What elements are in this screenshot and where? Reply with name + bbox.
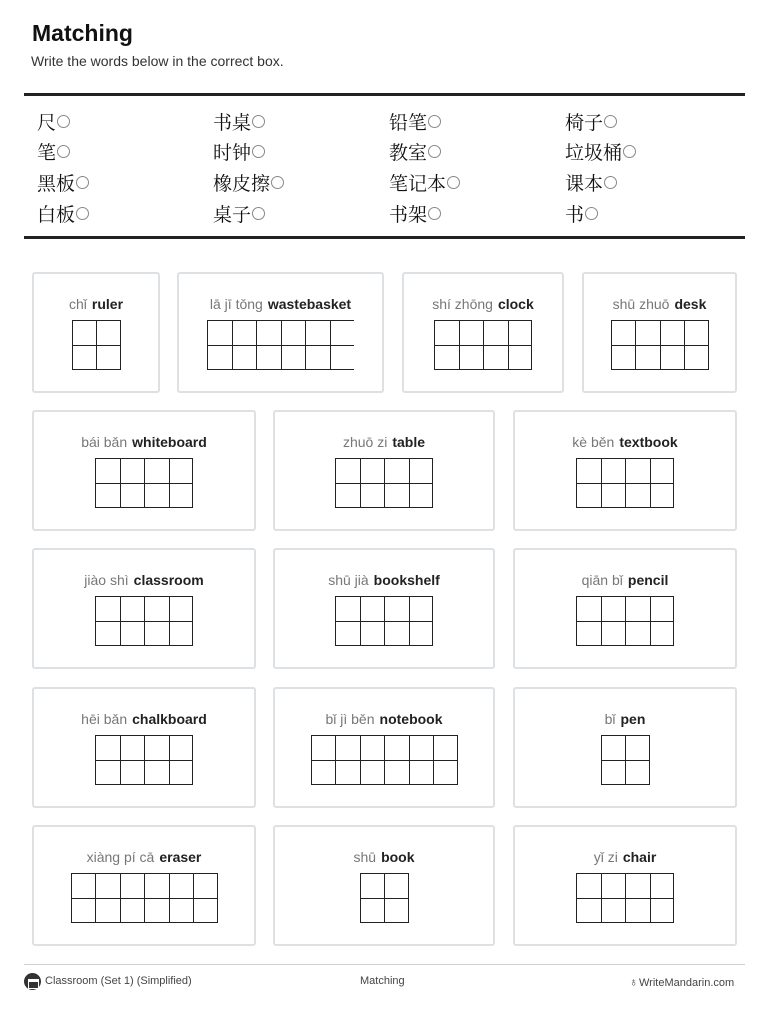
writing-cell[interactable] (305, 320, 330, 370)
word-bank-hanzi: 尺 (37, 111, 57, 134)
writing-cell[interactable] (625, 596, 650, 646)
writing-cell[interactable] (335, 596, 360, 646)
writing-cell[interactable] (625, 735, 650, 785)
writing-cell[interactable] (601, 873, 626, 923)
card-label (34, 849, 254, 865)
word-bank-hanzi: 书 (565, 203, 585, 226)
checkbox-circle[interactable] (271, 176, 284, 189)
card-label (34, 572, 254, 588)
writing-cell[interactable] (384, 873, 409, 923)
writing-cell[interactable] (625, 458, 650, 508)
vocab-card (402, 272, 564, 393)
card-label (34, 711, 254, 727)
writing-cell[interactable] (409, 735, 434, 785)
card-english: chalkboard (132, 711, 207, 727)
writing-cell[interactable] (409, 458, 434, 508)
writing-cell[interactable] (120, 458, 145, 508)
vocab-card (513, 825, 737, 946)
card-english: book (381, 849, 415, 865)
writing-grid[interactable] (434, 320, 532, 370)
checkbox-circle[interactable] (447, 176, 460, 189)
writing-cell[interactable] (434, 320, 459, 370)
word-bank-item (389, 199, 441, 227)
writing-grid[interactable] (360, 873, 409, 923)
writing-cell[interactable] (625, 873, 650, 923)
writing-cell[interactable] (144, 735, 169, 785)
checkbox-circle[interactable] (604, 115, 617, 128)
card-pinyin: kè běn (572, 434, 615, 450)
word-bank-hanzi: 书桌 (213, 111, 252, 134)
card-pinyin: zhuō zi (342, 434, 388, 450)
writing-grid[interactable] (576, 458, 674, 508)
word-bank-item (565, 168, 617, 196)
card-english: ruler (91, 296, 124, 312)
vocab-card (513, 687, 737, 808)
writing-grid[interactable] (576, 596, 674, 646)
writing-cell[interactable] (256, 320, 281, 370)
card-pinyin: hēi bǎn (81, 711, 128, 727)
word-bank-item (37, 107, 70, 135)
checkbox-circle[interactable] (57, 115, 70, 128)
footer-brand[interactable] (629, 975, 734, 989)
writing-cell[interactable] (169, 458, 194, 508)
card-english: wastebasket (267, 296, 352, 312)
checkbox-circle[interactable] (623, 145, 636, 158)
classroom-icon (24, 973, 41, 990)
card-pinyin: jiào shì (84, 572, 129, 588)
word-bank-hanzi: 教室 (389, 141, 428, 164)
card-label (515, 572, 735, 588)
writing-cell[interactable] (409, 596, 434, 646)
vocab-card (273, 687, 495, 808)
writing-cell[interactable] (96, 320, 121, 370)
writing-cell[interactable] (601, 458, 626, 508)
checkbox-circle[interactable] (252, 115, 265, 128)
checkbox-circle[interactable] (585, 207, 598, 220)
writing-cell[interactable] (169, 873, 194, 923)
writing-cell[interactable] (95, 596, 120, 646)
page-title: Matching (32, 20, 133, 46)
checkbox-circle[interactable] (252, 207, 265, 220)
word-bank-item (37, 168, 89, 196)
writing-cell[interactable] (360, 458, 385, 508)
word-bank-item (565, 137, 636, 165)
card-pinyin: lā jī tǒng (209, 296, 263, 312)
writing-cell[interactable] (601, 735, 626, 785)
vocab-card (32, 548, 256, 669)
vocab-card (32, 687, 256, 808)
writing-cell[interactable] (120, 873, 145, 923)
vocab-card (582, 272, 737, 393)
writing-cell[interactable] (360, 596, 385, 646)
word-bank-hanzi: 课本 (565, 172, 604, 195)
vocab-card (513, 410, 737, 531)
writing-cell[interactable] (232, 320, 257, 370)
card-label (515, 434, 735, 450)
checkbox-circle[interactable] (57, 145, 70, 158)
card-english: clock (497, 296, 534, 312)
card-pinyin: shū zhuō (612, 296, 670, 312)
writing-cell[interactable] (650, 458, 675, 508)
vocab-card (513, 548, 737, 669)
writing-grid[interactable] (71, 873, 218, 923)
writing-cell[interactable] (650, 596, 675, 646)
word-bank-hanzi: 时钟 (213, 141, 252, 164)
card-pinyin: yǐ zi (593, 849, 618, 865)
word-bank-hanzi: 桌子 (213, 203, 252, 226)
instructions: Write the words below in the correct box. (31, 53, 284, 69)
word-bank-item (213, 199, 265, 227)
word-bank-hanzi: 垃圾桶 (565, 141, 623, 164)
card-label (275, 434, 493, 450)
writing-cell[interactable] (72, 320, 97, 370)
card-pinyin: xiàng pí cā (86, 849, 155, 865)
writing-cell[interactable] (384, 735, 409, 785)
card-label (515, 849, 735, 865)
checkbox-circle[interactable] (428, 115, 441, 128)
word-bank-item (565, 107, 617, 135)
writing-cell[interactable] (508, 320, 533, 370)
word-bank-hanzi: 笔记本 (389, 172, 447, 195)
writing-cell[interactable] (330, 320, 355, 370)
word-bank-item (213, 168, 284, 196)
writing-cell[interactable] (144, 596, 169, 646)
writing-grid[interactable] (335, 596, 433, 646)
writing-cell[interactable] (71, 873, 96, 923)
vocab-card (32, 825, 256, 946)
writing-cell[interactable] (95, 873, 120, 923)
writing-cell[interactable] (384, 458, 409, 508)
card-pinyin: qiān bǐ (581, 572, 623, 588)
writing-cell[interactable] (311, 735, 336, 785)
writing-cell[interactable] (360, 873, 385, 923)
writing-cell[interactable] (684, 320, 709, 370)
writing-cell[interactable] (207, 320, 232, 370)
word-bank-hanzi: 黑板 (37, 172, 76, 195)
writing-cell[interactable] (601, 596, 626, 646)
checkbox-circle[interactable] (76, 207, 89, 220)
word-bank-item (213, 137, 265, 165)
word-bank-item (389, 107, 441, 135)
card-label (34, 434, 254, 450)
word-bank-item (389, 137, 441, 165)
vocab-card (273, 825, 495, 946)
card-english: classroom (133, 572, 204, 588)
card-pinyin: shū (353, 849, 377, 865)
writing-cell[interactable] (144, 873, 169, 923)
vocab-card (273, 548, 495, 669)
card-pinyin: bǐ (604, 711, 616, 727)
card-pinyin: bǐ jì běn (325, 711, 375, 727)
writing-grid[interactable] (95, 458, 193, 508)
card-english: notebook (379, 711, 443, 727)
card-english: textbook (619, 434, 678, 450)
writing-grid[interactable] (601, 735, 650, 785)
footer-worksheet-type: Matching (360, 975, 405, 987)
card-label (584, 296, 735, 312)
checkbox-circle[interactable] (76, 176, 89, 189)
writing-cell[interactable] (95, 458, 120, 508)
writing-grid[interactable] (335, 458, 433, 508)
writing-cell[interactable] (483, 320, 508, 370)
footer-brand-label: WriteMandarin.com (639, 977, 735, 989)
card-pinyin: bái bǎn (81, 434, 128, 450)
word-bank-hanzi: 铅笔 (389, 111, 428, 134)
card-label (275, 849, 493, 865)
word-bank-item (389, 168, 460, 196)
word-bank-item (37, 199, 89, 227)
word-bank-item (565, 199, 598, 227)
card-label (179, 296, 382, 312)
writing-grid[interactable] (95, 735, 193, 785)
checkbox-circle[interactable] (604, 176, 617, 189)
card-english: pencil (627, 572, 669, 588)
writing-grid[interactable] (95, 596, 193, 646)
card-english: eraser (159, 849, 202, 865)
card-label (34, 296, 158, 312)
writing-cell[interactable] (660, 320, 685, 370)
writing-cell[interactable] (169, 596, 194, 646)
writing-cell[interactable] (193, 873, 218, 923)
word-bank-hanzi: 橡皮擦 (213, 172, 271, 195)
writing-cell[interactable] (433, 735, 458, 785)
writing-grid[interactable] (207, 320, 354, 370)
writing-cell[interactable] (335, 735, 360, 785)
checkbox-circle[interactable] (428, 145, 441, 158)
writing-grid[interactable] (311, 735, 458, 785)
writing-cell[interactable] (459, 320, 484, 370)
writing-cell[interactable] (335, 458, 360, 508)
card-pinyin: shí zhōng (432, 296, 493, 312)
checkbox-circle[interactable] (252, 145, 265, 158)
footer-divider (24, 964, 745, 965)
word-bank-bottom-rule (24, 236, 745, 239)
card-pinyin: shū jià (328, 572, 369, 588)
word-bank-hanzi: 白板 (37, 203, 76, 226)
word-bank-hanzi: 椅子 (565, 111, 604, 134)
card-pinyin: chǐ (68, 296, 87, 312)
card-english: table (392, 434, 426, 450)
card-english: chair (622, 849, 657, 865)
writing-cell[interactable] (384, 596, 409, 646)
writing-cell[interactable] (576, 873, 601, 923)
word-bank-hanzi: 书架 (389, 203, 428, 226)
writing-cell[interactable] (611, 320, 636, 370)
writing-cell[interactable] (169, 735, 194, 785)
writing-cell[interactable] (576, 458, 601, 508)
writing-cell[interactable] (144, 458, 169, 508)
word-bank-hanzi: 笔 (37, 141, 57, 164)
card-english: whiteboard (132, 434, 207, 450)
writing-cell[interactable] (635, 320, 660, 370)
writing-cell[interactable] (95, 735, 120, 785)
word-bank-top-rule (24, 93, 745, 96)
footer-set-name: Classroom (Set 1) (Simplified) (45, 975, 192, 987)
writing-cell[interactable] (120, 735, 145, 785)
card-english: desk (674, 296, 707, 312)
card-label (275, 711, 493, 727)
card-english: pen (620, 711, 646, 727)
writing-grid[interactable] (611, 320, 709, 370)
writing-grid[interactable] (576, 873, 674, 923)
vocab-card (177, 272, 384, 393)
vocab-card (32, 410, 256, 531)
word-bank-item (213, 107, 265, 135)
writing-grid[interactable] (72, 320, 121, 370)
card-english: bookshelf (373, 572, 440, 588)
card-label (404, 296, 562, 312)
word-bank-item (37, 137, 70, 165)
checkbox-circle[interactable] (428, 207, 441, 220)
card-label (515, 711, 735, 727)
writing-cell[interactable] (120, 596, 145, 646)
writing-cell[interactable] (650, 873, 675, 923)
writing-cell[interactable] (281, 320, 306, 370)
vocab-card (32, 272, 160, 393)
card-label (275, 572, 493, 588)
writing-cell[interactable] (576, 596, 601, 646)
writing-cell[interactable] (360, 735, 385, 785)
vocab-card (273, 410, 495, 531)
writemandarin-logo-icon: ♁ (629, 975, 638, 989)
